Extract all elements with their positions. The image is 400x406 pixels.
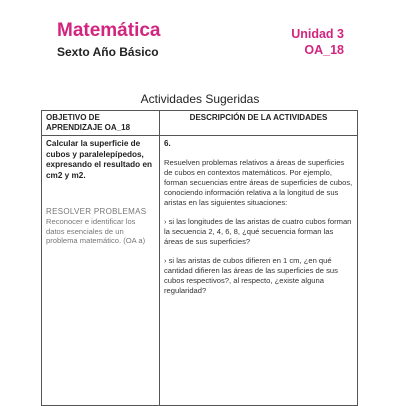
oa-label: OA_18	[304, 43, 344, 57]
activity-bullet: › si las aristas de cubos difieren en 1 cm, ¿en qué cantidad difieren las áreas de las superficies de sus cubos respectivos?, al respecto, ¿existe alguna regularidad?	[164, 256, 338, 295]
skill-text: Reconocer e identificar los datos esenciales de un problema matemático. (OA a)	[46, 217, 146, 245]
objective-text: Calcular la superficie de cubos y paralelepípedos, expresando el resultado en cm2 y m2.	[46, 139, 153, 180]
header-right	[291, 26, 344, 58]
skill-block	[46, 207, 155, 246]
activities-table	[41, 110, 358, 406]
section-title: Actividades Sugeridas	[140, 92, 260, 106]
description-cell	[160, 136, 358, 406]
objective-header: OBJETIVO DE APRENDIZAJE OA_18	[42, 111, 160, 136]
subject-title: Matemática	[57, 20, 161, 41]
table-row	[42, 136, 358, 406]
header-left	[57, 20, 161, 59]
description-header: DESCRIPCIÓN DE LA ACTIVIDADES	[160, 111, 358, 136]
unit-label: Unidad 3	[291, 27, 344, 41]
activity-number: 6.	[164, 139, 171, 148]
activity-bullet: › si las longitudes de las aristas de cuatro cubos forman la secuencia 2, 4, 6, 8, ¿qué secuencia forman las áreas de sus superficies?	[164, 217, 352, 246]
skill-title: RESOLVER PROBLEMAS	[46, 207, 147, 216]
table-header-row	[42, 111, 358, 136]
grade-label: Sexto Año Básico	[57, 45, 159, 59]
objective-cell	[42, 136, 160, 406]
activity-paragraph: Resuelven problemas relativos a áreas de superficies de cubos en contextos matemáticos. Por ejemplo, forman secuencias entre áreas de superficies de cubos, conociendo información relativa a la longitud de sus aristas en las siguientes situaciones:	[164, 158, 353, 207]
